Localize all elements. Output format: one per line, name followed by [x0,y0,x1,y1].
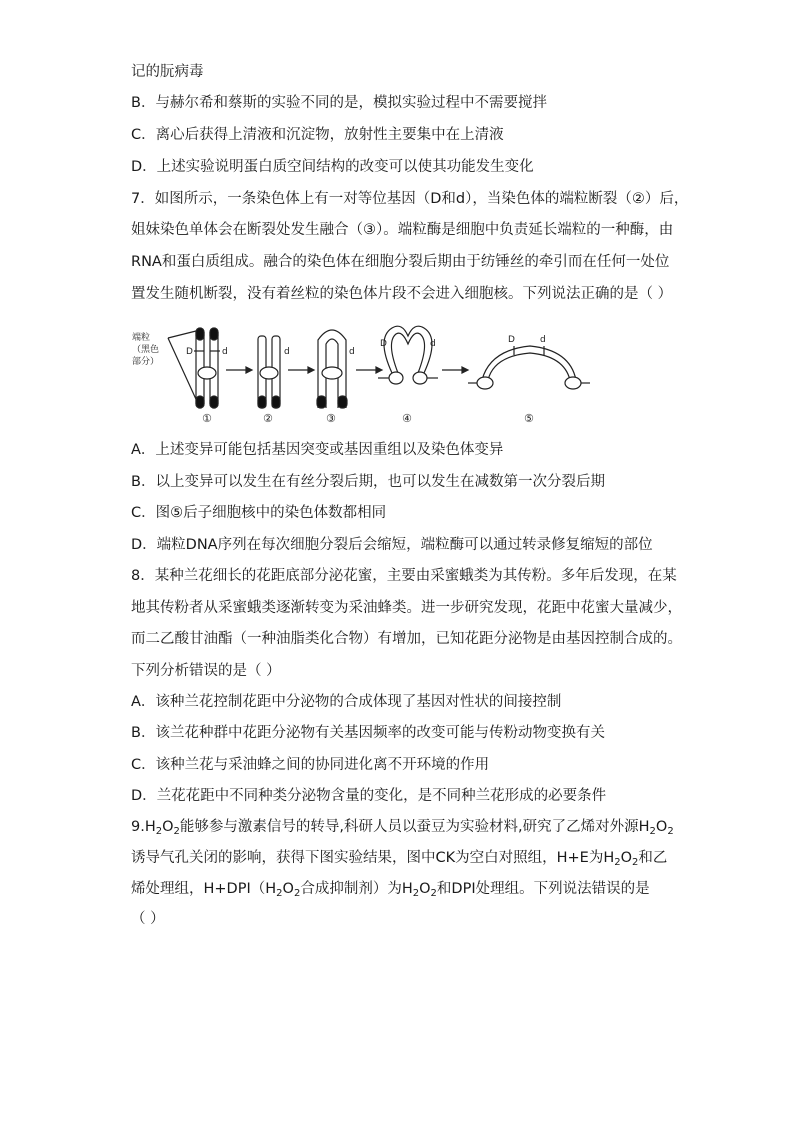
subscript: 2 [649,826,656,837]
text-run: 能够参与激素信号的转导,科研人员以蚕豆为实验材料,研究了乙烯对外源H [179,819,650,835]
step-label: ① [202,412,212,425]
step-label: ⑤ [524,412,534,425]
option-d: D．兰花花距中不同种类分泌物含量的变化，是不同种兰花形成的必要条件 [131,788,607,804]
question-8-line: 地其传粉者从采蜜蛾类逐渐转变为采油蜂类。进一步研究发现，花距中花蜜大量减少， [131,600,682,616]
subscript: 2 [155,826,163,837]
option-b: B．该兰花种群中花距分泌物有关基因频率的改变可能与传粉动物变换有关 [131,725,605,741]
question-8-line: 而二乙酸甘油酯（一种油脂类化合物）有增加，已知花距分泌物是由基因控制合成的。 [131,631,682,647]
question-8-line: 8．某种兰花细长的花距底部分泌花蜜，主要由采蜜蛾类为其传粉。多年后发现，在某 [131,568,677,584]
chromosome-stage-3 [317,330,355,408]
option-a: A．上述变异可能包括基因突变或基因重组以及染色体变异 [131,442,504,458]
text-run: 诱导气孔关闭的影响，获得下图实验结果，图中CK为空白对照组，H+E为H [131,850,615,866]
question-7-line: 7．如图所示，一条染色体上有一对等位基因（D和d），当染色体的端粒断裂（②）后， [131,191,689,207]
subscript: 2 [276,888,283,899]
gene-d-label: D [186,347,193,357]
text-run: O [620,850,633,866]
option-d: D．端粒DNA序列在每次细胞分裂后会缩短，端粒酶可以通过转录修复缩短的部位 [131,537,653,553]
step-label: ④ [402,412,412,425]
question-7-line: 姐妹染色单体会在断裂处发生融合（③）。端粒酶是细胞中负责延长端粒的一种酶，由 [131,222,674,238]
subscript: 2 [667,826,674,837]
subscript: 2 [412,888,420,899]
telomere-label: （黑色 [132,345,160,355]
gene-d-label: d [349,347,355,357]
option-b: B．与赫尔希和蔡斯的实验不同的是，模拟实验过程中不需要搅拌 [131,95,547,111]
question-8-line: 下列分析错误的是（ ） [131,663,281,679]
chromosome-stage-1 [186,328,228,408]
option-a: A．该种兰花控制花距中分泌物的合成体现了基因对性状的间接控制 [131,694,562,710]
text-run: O [419,881,431,897]
subscript: 2 [293,888,301,899]
chromosome-diagram [130,318,590,428]
text-run: O [655,819,668,835]
text-run: O [282,881,294,897]
text-run: 和乙 [638,850,668,866]
chromosome-stage-2 [258,336,290,408]
option-d: D．上述实验说明蛋白质空间结构的改变可以使其功能发生变化 [131,159,534,175]
question-9-line: （ ） [131,911,165,927]
text-run: 烯处理组，H+DPI（H [131,881,277,897]
option-b: B．以上变异可以发生在有丝分裂后期，也可以发生在减数第一次分裂后期 [131,474,605,490]
telomere-label: 端粒 [132,333,151,343]
text-run: O [162,819,174,835]
subscript: 2 [614,857,621,868]
question-7-line: 置发生随机断裂，没有着丝粒的染色体片段不会进入细胞核。下列说法正确的是（ ） [131,286,673,302]
step-label: ② [263,412,273,425]
chromosome-stage-5 [468,335,590,389]
text-line: 记的朊病毒 [131,64,204,80]
gene-d-label: d [284,347,290,357]
option-c: C．离心后获得上清液和沉淀物，放射性主要集中在上清液 [131,127,504,143]
option-c: C．该种兰花与采油蜂之间的协同进化离不开环境的作用 [131,757,490,773]
question-7-line: RNA和蛋白质组成。融合的染色体在细胞分裂后期由于纺锤丝的牵引而在任何一处位 [131,254,670,270]
chromosome-stage-4 [378,326,438,384]
subscript: 2 [173,826,180,837]
gene-d-label: D [508,335,515,345]
gene-d-label: D [380,339,387,349]
subscript: 2 [430,888,437,899]
question-9-line [131,848,691,873]
gene-d-label: d [430,339,436,349]
gene-d-label: d [222,347,228,357]
telomere-label: 部分） [132,357,160,367]
option-c: C．图⑤后子细胞核中的染色体数都相同 [131,505,387,521]
question-9-line [131,879,691,904]
text-run: 和DPI处理组。下列说法错误的是 [436,881,650,897]
gene-d-label: d [540,335,546,345]
step-label: ③ [326,412,336,425]
text-run: 合成抑制剂）为H [300,881,413,897]
question-9-line [131,817,691,842]
subscript: 2 [632,857,639,868]
text-run: 9.H [131,819,156,835]
